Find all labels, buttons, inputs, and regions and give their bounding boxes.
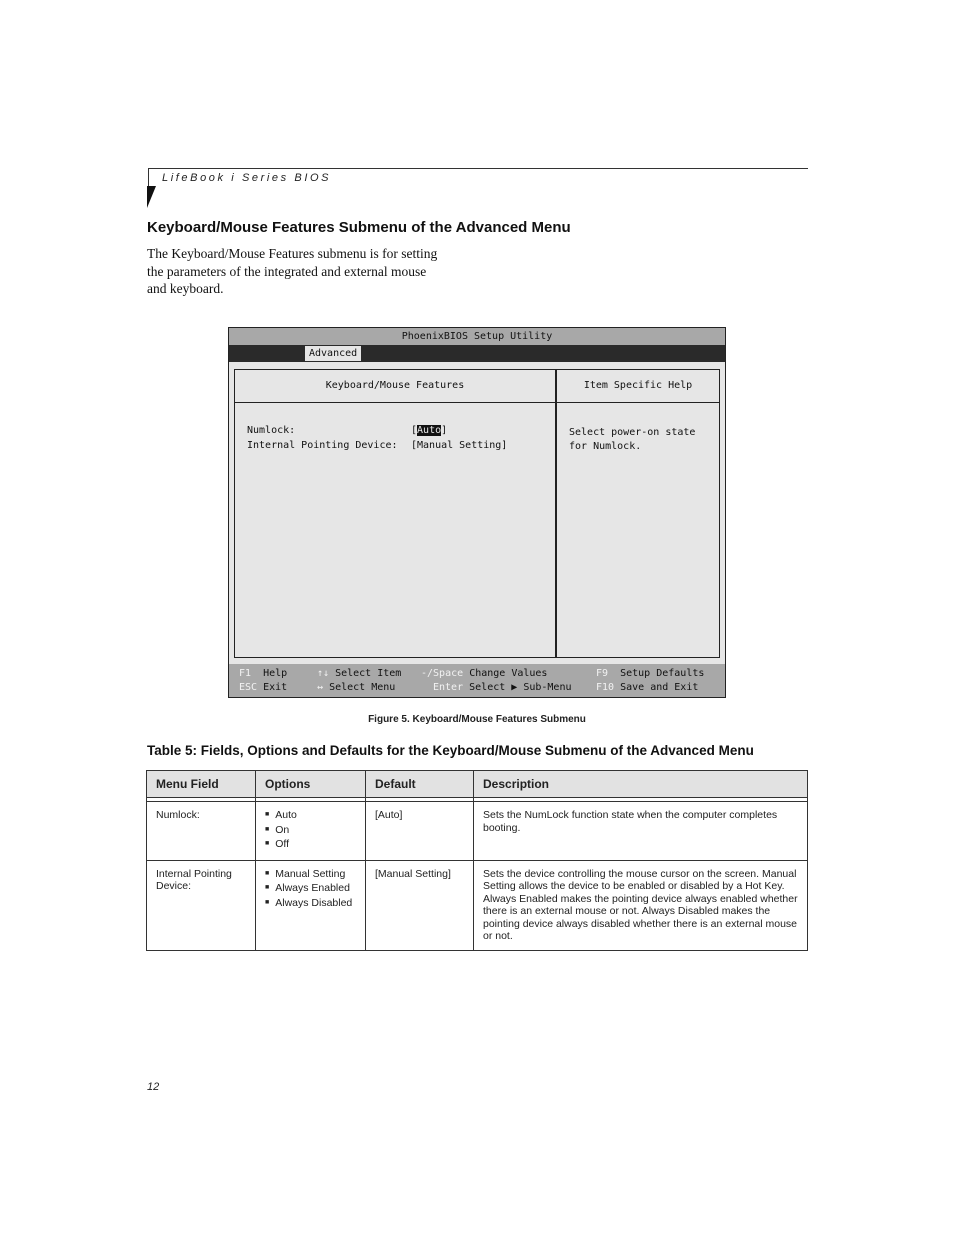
footer-esc-exit [239, 681, 287, 695]
description-cell: Sets the NumLock function state when the computer completes booting. [474, 802, 808, 861]
figure-caption: Figure 5. Keyboard/Mouse Features Submenu [368, 714, 586, 725]
option-item: ■ Off [265, 838, 356, 853]
bios-menu-bar [229, 345, 725, 362]
table-row [147, 802, 808, 861]
footer-change-values [421, 667, 547, 681]
column-header: Description [474, 771, 808, 798]
options-cell [256, 860, 366, 950]
intro-line: the parameters of the integrated and external mouse [147, 263, 427, 279]
default-cell: [Auto] [366, 802, 474, 861]
default-cell: [Manual Setting] [366, 860, 474, 950]
key-f9: F9 [596, 668, 609, 679]
option-item: ■ Always Disabled [265, 897, 356, 912]
option-item: ■ On [265, 824, 356, 839]
menu-field-cell: Numlock: [147, 802, 256, 861]
bios-title-bar: PhoenixBIOS Setup Utility [229, 328, 725, 345]
table-row [147, 860, 808, 950]
pointing-device-label: Internal Pointing Device: [247, 440, 398, 451]
option-item: ■ Manual Setting [265, 868, 356, 883]
up-down-arrows-icon: ↑↓ [317, 668, 330, 679]
left-right-arrows-icon: ↔ [317, 682, 324, 693]
intro-line: The Keyboard/Mouse Features submenu is for setting [147, 246, 438, 261]
footer-label: Help [263, 668, 288, 679]
numlock-value[interactable] [411, 425, 447, 436]
tab-advanced[interactable]: Advanced [305, 346, 361, 361]
page-number: 12 [147, 1081, 160, 1093]
key-esc: ESC [239, 682, 258, 693]
footer-save-exit [596, 681, 698, 695]
header-wedge-mark [147, 186, 156, 208]
bios-help-heading: Item Specific Help [557, 370, 719, 403]
footer-label: Save and Exit [620, 682, 699, 693]
key-minus-space: -/Space [421, 668, 464, 679]
key-enter: Enter [433, 682, 464, 693]
column-header: Menu Field [147, 771, 256, 798]
option-item: ■ Always Enabled [265, 882, 356, 897]
footer-label: Change Values [469, 668, 548, 679]
menu-field-cell: Internal Pointing Device: [147, 860, 256, 950]
description-cell: Sets the device controlling the mouse cursor on the screen. Manual Setting allows the device to be enabled or disabled by a Hot Key. Always Enabled makes the pointing device always enabled whether there is an external mouse or not. Always Disabled makes the pointing device always disabled whether there is an external mouse or not. [474, 860, 808, 950]
column-header: Default [366, 771, 474, 798]
footer-label: Setup Defaults [620, 668, 705, 679]
footer-label: Select ▶ Sub-Menu [469, 682, 572, 693]
header-rule [148, 168, 808, 169]
footer-select-item [317, 667, 401, 681]
bios-help-text [569, 426, 714, 454]
bios-main-panel [234, 369, 556, 658]
footer-label: Exit [263, 682, 288, 693]
key-f10: F10 [596, 682, 615, 693]
pointing-device-value[interactable]: [Manual Setting] [411, 440, 508, 451]
table-title: Table 5: Fields, Options and Defaults for the Keyboard/Mouse Submenu of the Advanced Menu [147, 743, 754, 758]
numlock-selected-value[interactable]: Auto [417, 425, 442, 436]
header-vertical-rule [148, 168, 149, 188]
table-header-row [147, 771, 808, 798]
bracket-open: [ [411, 425, 418, 436]
help-line: Select power-on state [569, 427, 696, 438]
running-header: LifeBook i Series BIOS [162, 172, 332, 184]
bracket-close: ] [441, 425, 448, 436]
column-header: Options [256, 771, 366, 798]
option-item: ■ Auto [265, 809, 356, 824]
intro-line: and keyboard. [147, 281, 224, 296]
bios-help-panel [556, 369, 720, 658]
numlock-label: Numlock: [247, 425, 296, 436]
footer-select-submenu [433, 681, 572, 695]
bios-main-heading: Keyboard/Mouse Features [235, 370, 555, 403]
options-cell [256, 802, 366, 861]
footer-label: Select Menu [329, 682, 396, 693]
bios-footer [229, 664, 725, 697]
footer-setup-defaults [596, 667, 704, 681]
help-line: for Numlock. [569, 441, 642, 452]
key-f1: F1 [239, 668, 252, 679]
footer-label: Select Item [335, 668, 402, 679]
intro-paragraph [147, 245, 457, 298]
options-table [146, 770, 808, 951]
footer-select-menu [317, 681, 395, 695]
bios-screen [228, 327, 726, 698]
section-title: Keyboard/Mouse Features Submenu of the Advanced Menu [147, 219, 571, 236]
footer-f1-help [239, 667, 287, 681]
